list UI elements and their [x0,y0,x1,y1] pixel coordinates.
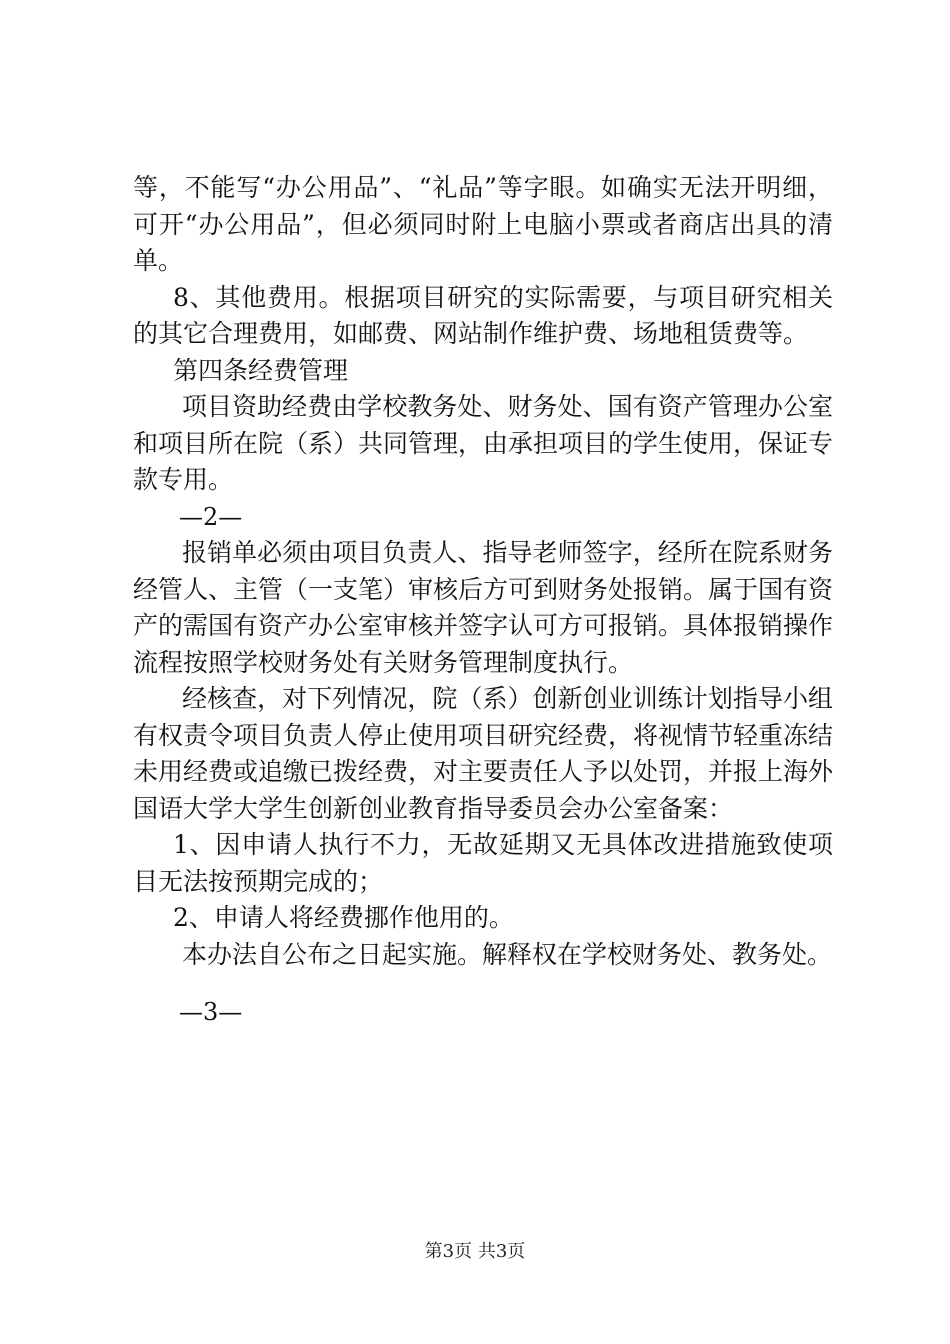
footer-page-info: 第3页 共3页 [424,1241,526,1262]
section-heading-fund-management: 第四条经费管理 [173,355,349,385]
page-footer [0,1240,950,1264]
paragraph-fund-management: 项目资助经费由学校教务处、财务处、国有资产管理办公室和项目所在院（系）共同管理，由承担项目的学生使用，保证专款专用。 [133,392,834,494]
list-item-condition-1: 1、因申请人执行不力，无故延期又无具体改进措施致使项目无法按预期完成的； [133,830,833,896]
paragraph-audit-penalties: 经核查，对下列情况，院（系）创新创业训练计划指导小组有权责令项目负责人停止使用项目研究经费，将视情节轻重冻结未用经费或追缴已拨经费，对主要责任人予以处罚，并报上海外国语大学大学生创新创业教育指导委员会办公室备案： [133,684,834,823]
paragraph-receipt-rules: 等，不能写“办公用品”、“礼品”等字眼。如确实无法开明细，可开“办公用品”，但必须同时附上电脑小票或者商店出具的清单。 [133,173,833,275]
document-body [133,170,833,1031]
page-number-mark-2: —2— [179,502,243,531]
paragraph-reimbursement: 报销单必须由项目负责人、指导老师签字，经所在院系财务经管人、主管（一支笔）审核后方可到财务处报销。属于国有资产的需国有资产办公室审核并签字认可方可报销。具体报销操作流程按照学校财务处有关财务管理制度执行。 [133,538,834,677]
page-number-mark-3: —3— [179,998,243,1026]
paragraph-effective-date: 本办法自公布之日起实施。解释权在学校财务处、教务处。 [182,939,833,969]
paragraph-other-expenses: 8、其他费用。根据项目研究的实际需要，与项目研究相关的其它合理费用，如邮费、网站制作维护费、场地租赁费等。 [133,282,833,348]
list-item-condition-2: 2、申请人将经费挪作他用的。 [173,903,514,932]
